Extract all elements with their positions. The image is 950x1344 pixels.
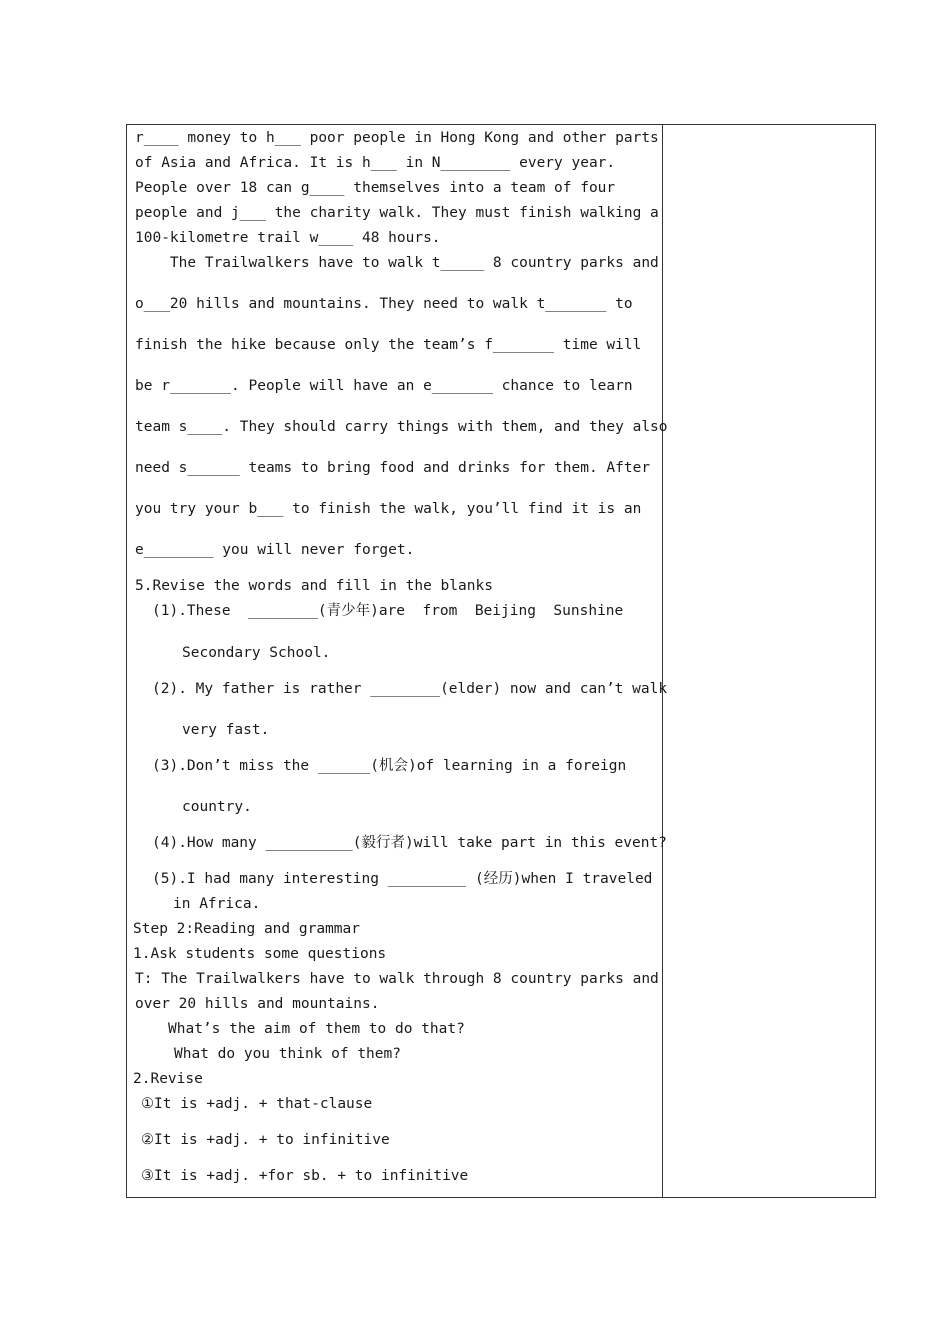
section-heading: 5.Revise the words and fill in the blanks (135, 578, 493, 594)
passage-line: The Trailwalkers have to walk t_____ 8 country parks and (135, 255, 659, 271)
teacher-line: over 20 hills and mountains. (135, 996, 380, 1012)
passage-line: team s____. They should carry things with them, and they also (135, 419, 668, 435)
passage-line: finish the hike because only the team’s f_______ time will (135, 337, 642, 353)
exercise-item: (3).Don’t miss the ______(机会)of learning in a foreign (152, 758, 627, 774)
step-heading: Step 2:Reading and grammar (133, 921, 360, 937)
exercise-item-continuation: country. (182, 799, 252, 815)
passage-line: e________ you will never forget. (135, 542, 415, 558)
step-item: 2.Revise (133, 1071, 203, 1087)
passage-line: need s______ teams to bring food and drinks for them. After (135, 460, 651, 476)
exercise-item-continuation: in Africa. (173, 896, 261, 912)
passage-line: 100-kilometre trail w____ 48 hours. (135, 230, 441, 246)
passage-line: People over 18 can g____ themselves into a team of four (135, 180, 616, 196)
passage-line: r____ money to h___ poor people in Hong Kong and other parts (135, 130, 659, 146)
exercise-item: (5).I had many interesting _________ (经历)when I traveled (152, 871, 653, 887)
passage-line: people and j___ the charity walk. They must finish walking a (135, 205, 659, 221)
passage-line: o___20 hills and mountains. They need to walk t_______ to (135, 296, 633, 312)
exercise-item: (1).These ________(青少年)are from Beijing Sunshine (152, 603, 624, 619)
passage-line: of Asia and Africa. It is h___ in N________ every year. (135, 155, 616, 171)
exercise-item-continuation: Secondary School. (182, 645, 331, 661)
grammar-pattern: ②It is +adj. + to infinitive (141, 1132, 390, 1148)
question: What do you think of them? (174, 1046, 401, 1062)
question: What’s the aim of them to do that? (168, 1021, 465, 1037)
passage-line: you try your b___ to finish the walk, you’ll find it is an (135, 501, 642, 517)
teacher-line: T: The Trailwalkers have to walk through 8 country parks and (135, 971, 659, 987)
exercise-item: (4).How many __________(毅行者)will take part in this event? (152, 835, 667, 851)
column-divider (662, 125, 663, 1197)
exercise-item-continuation: very fast. (182, 722, 270, 738)
passage-line: be r_______. People will have an e_______ chance to learn (135, 378, 633, 394)
step-item: 1.Ask students some questions (133, 946, 387, 962)
grammar-pattern: ①It is +adj. + that-clause (141, 1096, 373, 1112)
grammar-pattern: ③It is +adj. +for sb. + to infinitive (141, 1168, 469, 1184)
exercise-item: (2). My father is rather ________(elder) now and can’t walk (152, 681, 668, 697)
